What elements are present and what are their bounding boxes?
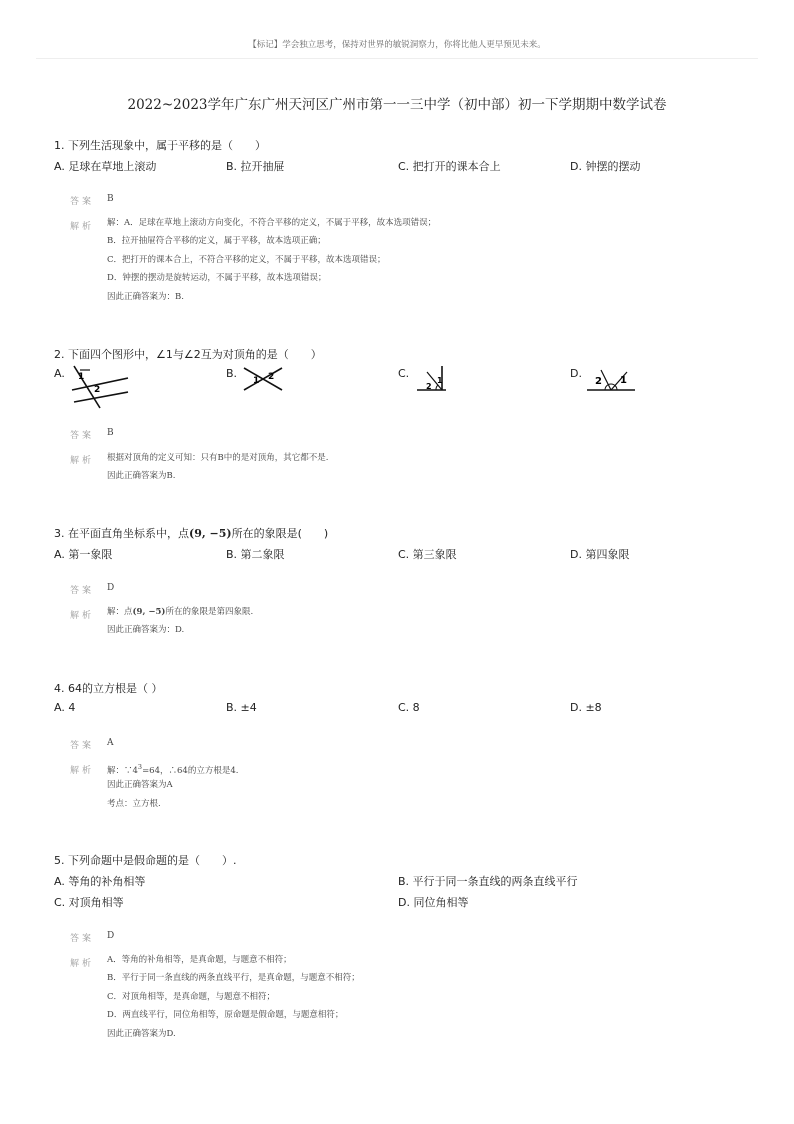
analysis-line: 因此正确答案为：B. — [107, 291, 184, 302]
figure-label-1: 1 — [253, 376, 260, 386]
figure-b-angles — [242, 364, 286, 392]
figure-d-angles — [585, 364, 637, 394]
question-1-option-d: D. 钟摆的摆动 — [570, 160, 641, 173]
figure-label-1: 1 — [437, 376, 443, 385]
analysis-text: =64，∴64的立方根是4. — [142, 765, 239, 776]
question-5-answer: D — [107, 931, 115, 941]
page-title: 2022~2023学年广东广州天河区广州市第一一三中学（初中部）初一下学期期中数学试卷 — [127, 97, 667, 113]
figure-label-2: 2 — [268, 372, 275, 382]
analysis-label: 解析 — [70, 456, 95, 466]
analysis-line: D．钟摆的摆动是旋转运动，不属于平移，故本选项错误； — [107, 273, 327, 284]
question-5-analysis — [107, 951, 360, 1043]
question-1-stem: 1. 下列生活现象中，属于平移的是（ ） — [54, 139, 266, 152]
analysis-line: A．等角的补角相等，是真命题，与题意不相符； — [107, 955, 292, 965]
question-4-option-b: B. ±4 — [226, 701, 257, 714]
question-2-option-b: B. — [226, 367, 238, 380]
analysis-label: 解析 — [70, 959, 95, 969]
question-4-analysis — [107, 758, 238, 813]
analysis-label: 解析 — [70, 222, 95, 232]
question-3-option-a: A. 第一象限 — [54, 548, 113, 561]
analysis-point: (9, −5) — [132, 607, 166, 617]
question-3-stem-text: 3. 在平面直角坐标系中，点 — [54, 527, 189, 540]
question-5-option-d: D. 同位角相等 — [398, 896, 469, 909]
question-2-answer: B — [107, 428, 114, 438]
question-1-option-a: A. 足球在草地上滚动 — [54, 160, 157, 173]
analysis-label: 解析 — [70, 766, 95, 776]
question-5-option-c: C. 对顶角相等 — [54, 896, 124, 909]
figure-c-angles — [414, 364, 450, 394]
analysis-line: 考点：立方根. — [107, 798, 161, 809]
question-1-analysis — [107, 214, 436, 306]
answer-label: 答案 — [70, 586, 95, 596]
question-3-point: (9, −5) — [189, 527, 232, 540]
question-4-option-d: D. ±8 — [570, 701, 602, 714]
question-4-stem: 4. 64的立方根是（ ） — [54, 682, 163, 695]
analysis-text: 解：点 — [107, 607, 133, 617]
question-4-answer: A — [107, 738, 114, 748]
question-4-option-a: A. 4 — [54, 701, 76, 714]
answer-label: 答案 — [70, 741, 95, 751]
question-5-stem: 5. 下列命题中是假命题的是（ ）. — [54, 854, 237, 867]
question-1-option-c: C. 把打开的课本合上 — [398, 160, 501, 173]
question-1-answer: B — [107, 194, 114, 204]
analysis-text: 所在的象限是第四象限. — [165, 607, 254, 617]
analysis-line: 因此正确答案为B. — [107, 471, 176, 482]
figure-label-2: 2 — [94, 385, 101, 395]
analysis-line: 因此正确答案为：D. — [107, 625, 185, 636]
question-3-answer: D — [107, 583, 115, 593]
answer-label: 答案 — [70, 934, 95, 944]
question-2-option-a: A. — [54, 367, 65, 380]
question-1-option-b: B. 拉开抽屉 — [226, 160, 285, 173]
analysis-line: 解：A．足球在草地上滚动方向变化，不符合平移的定义，不属于平移，故本选项错误； — [107, 218, 437, 228]
question-2-option-d: D. — [570, 367, 582, 380]
question-2-stem: 2. 下面四个图形中，∠1与∠2互为对顶角的是（ ） — [54, 348, 322, 361]
analysis-line: B．平行于同一条直线的两条直线平行，是真命题，与题意不相符； — [107, 973, 360, 984]
figure-label-2: 2 — [595, 376, 602, 387]
analysis-label: 解析 — [70, 611, 95, 621]
question-3-analysis — [107, 603, 253, 640]
question-5-option-a: A. 等角的补角相等 — [54, 875, 146, 888]
figure-label-2: 2 — [426, 382, 432, 391]
question-3-option-d: D. 第四象限 — [570, 548, 630, 561]
question-2-option-c: C. — [398, 367, 410, 380]
question-5-option-b: B. 平行于同一条直线的两条直线平行 — [398, 875, 578, 888]
question-3-stem-tail: 所在的象限是( ) — [231, 527, 329, 540]
answer-label: 答案 — [70, 197, 95, 207]
analysis-text: 解：∵4 — [107, 765, 138, 776]
question-3-option-b: B. 第二象限 — [226, 548, 285, 561]
header-divider — [36, 58, 758, 59]
figure-a-angles — [66, 362, 132, 410]
answer-label: 答案 — [70, 431, 95, 441]
question-2-analysis — [107, 449, 328, 486]
analysis-line: D．两直线平行，同位角相等，原命题是假命题，与题意相符； — [107, 1010, 344, 1021]
analysis-line — [107, 758, 238, 776]
header-note: 【标记】学会独立思考，保持对世界的敏锐洞察力，你将比他人更早预见未来。 — [248, 40, 546, 50]
figure-label-1: 1 — [78, 372, 85, 382]
figure-label-1: 1 — [620, 375, 627, 386]
analysis-line: 因此正确答案为A — [107, 780, 173, 791]
analysis-line: C．把打开的课本合上，不符合平移的定义，不属于平移，故本选项错误； — [107, 254, 386, 265]
question-3-option-c: C. 第三象限 — [398, 548, 457, 561]
exponent: 3 — [137, 763, 143, 771]
analysis-line — [107, 603, 253, 621]
question-4-option-c: C. 8 — [398, 701, 420, 714]
analysis-line: 因此正确答案为D. — [107, 1028, 176, 1039]
analysis-line: C．对顶角相等，是真命题，与题意不相符； — [107, 991, 276, 1002]
question-3-stem — [54, 525, 328, 541]
analysis-line: B．拉开抽屉符合平移的定义，属于平移，故本选项正确； — [107, 236, 326, 247]
analysis-line: 根据对顶角的定义可知：只有B中的是对顶角，其它都不是. — [107, 453, 329, 463]
